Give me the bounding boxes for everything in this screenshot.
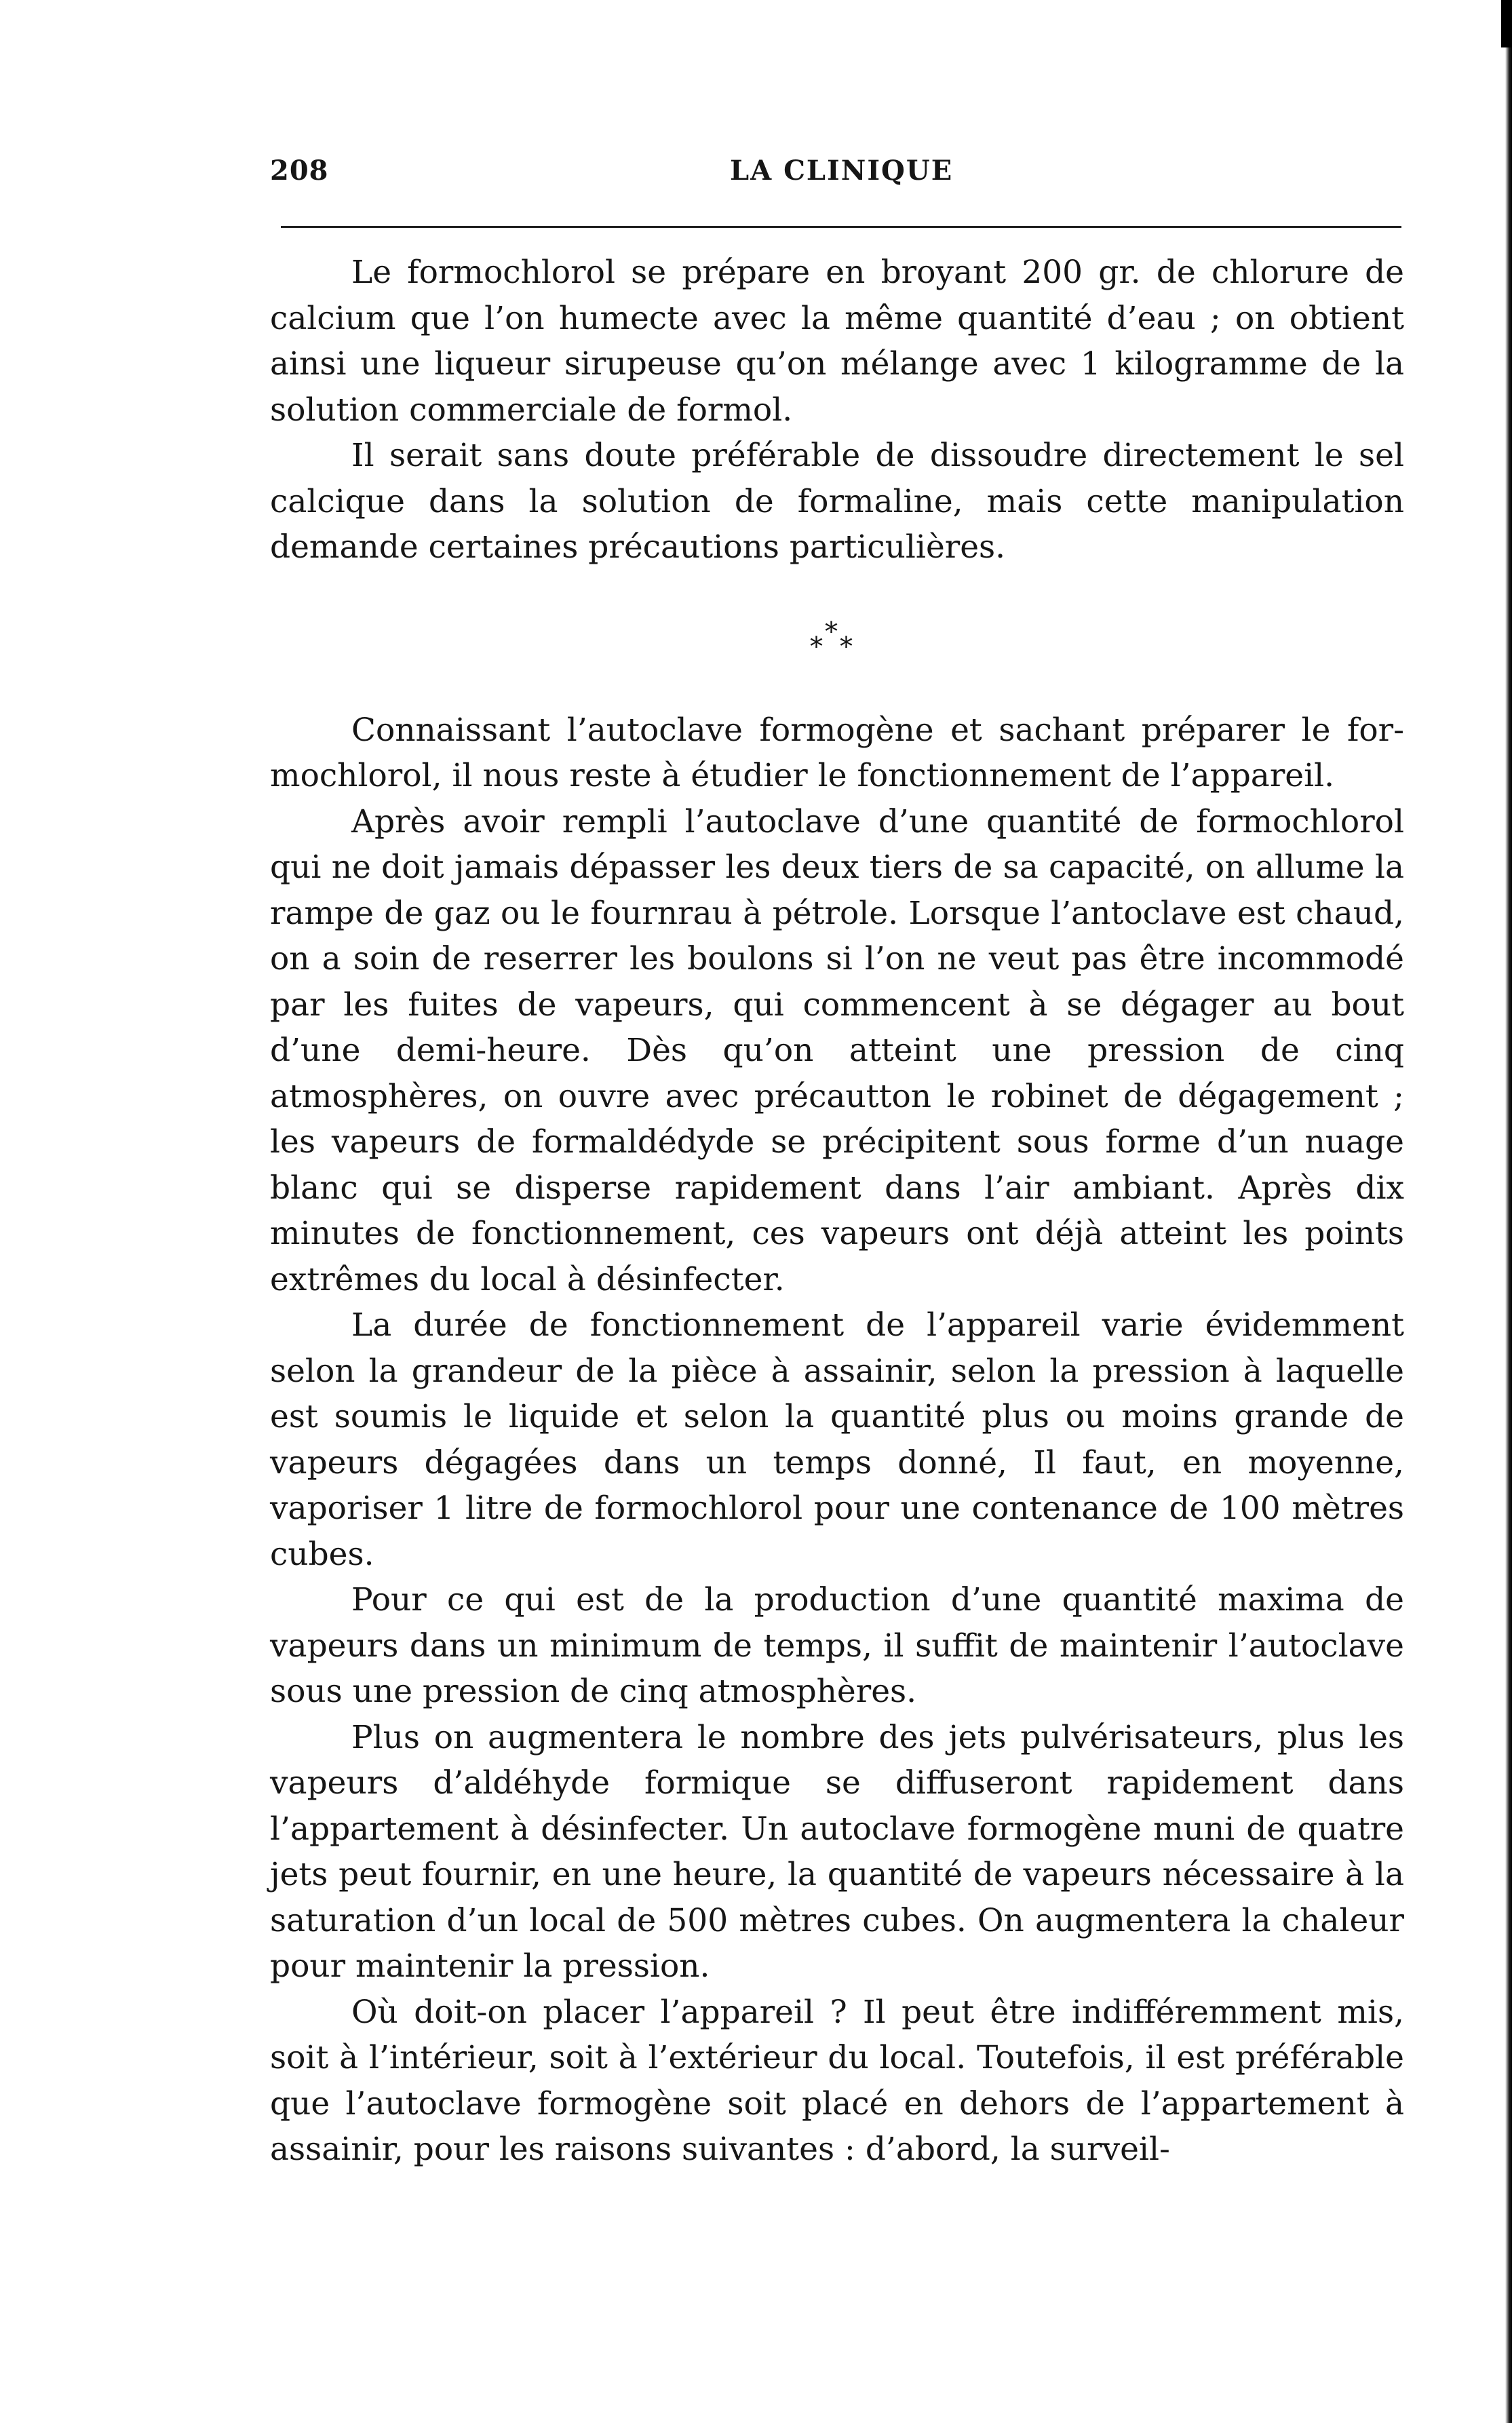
paragraph-8: Où doit-on placer l’appareil ? Il peut être indifféremment mis, soit à l’intérieur, soit à l’extérieur du local. Toutefois, il est préférable que l’autoclave formogène soit placé en dehors de l’appartement à assainir, pour les raisons suivantes : d’abord, la surveil- — [270, 1993, 1404, 2168]
page-edge-mark — [1501, 0, 1512, 47]
page-number: 208 — [270, 155, 329, 187]
paragraph-3: Connaissant l’autoclave formogène et sachant préparer le formochlorol, il nous reste à étudier le fonctionnement de l’appareil. — [270, 711, 1404, 794]
page-header — [270, 155, 1404, 202]
body-text — [270, 250, 1404, 2173]
page-edge-shadow — [1505, 0, 1512, 2423]
paragraph-6: Pour ce qui est de la production d’une quantité maxima de vapeurs dans un minimum de temps, il suffit de maintenir l’autoclave sous une pression de cinq atmosphères. — [270, 1581, 1404, 1710]
header-rule — [281, 226, 1401, 228]
paragraph-5: La durée de fonctionnement de l’appareil varie évidemment selon la grandeur de la pièce à assainir, selon la pression à laquelle est soumis le liquide et selon la quantité plus ou moins grande de vapeurs dégagées dans un temps donné, Il faut, en moyenne, vaporiser 1 litre de formochlorol pour une contenance de 100 mètres cubes. — [270, 1306, 1404, 1573]
paragraph-2: Il serait sans doute préférable de dissoudre directement le sel calcique dans la solution de formaline, mais cette manipulation demande certaines précautions particulières. — [270, 437, 1404, 566]
asterism-star: * — [825, 616, 838, 646]
paragraph-4: Après avoir rempli l’autoclave d’une quantité de formochlorol qui ne doit jamais dépasser les deux tiers de sa capacité, on allume la rampe de gaz ou le fournrau à pétrole. Lorsque l’antoclave est chaud, on a soin de reserrer les boulons si l’on ne veut pas être incommodé par les fuites de vapeurs, qui commencent à se dégager au bout d’une demi-heure. Dès qu’on atteint une pression de cinq atmosphères, on ouvre avec précautton le robinet de dégagement ; les vapeurs de formaldédyde se précipitent sous forme d’un nuage blanc qui se disperse rapidement dans l’air ambiant. Après dix minutes de fonctionnement, ces vapeurs ont déjà atteint les points extrêmes du local à désinfecter. — [270, 802, 1404, 1298]
running-title: LA CLINIQUE — [730, 155, 954, 187]
asterism-star: * — [810, 631, 823, 661]
section-break — [270, 570, 1404, 707]
asterism-star: * — [840, 631, 853, 661]
paragraph-1: Le formochlorol se prépare en broyant 200 gr. de chlorure de calcium que l’on humecte avec la même quantité d’eau ; on obtient ainsi une liqueur sirupeuse qu’on mélange avec 1 kilogramme de la solution commerciale de formol. — [270, 254, 1404, 429]
asterism-ornament — [810, 616, 857, 661]
paragraph-7: Plus on augmentera le nombre des jets pulvérisateurs, plus les vapeurs d’aldéhyde formique se diffuseront rapidement dans l’appartement à désinfecter. Un autoclave formogène muni de quatre jets peut fournir, en une heure, la quantité de vapeurs nécessaire à la saturation d’un local de 500 mètres cubes. On augmentera la chaleur pour maintenir la pression. — [270, 1718, 1404, 1985]
